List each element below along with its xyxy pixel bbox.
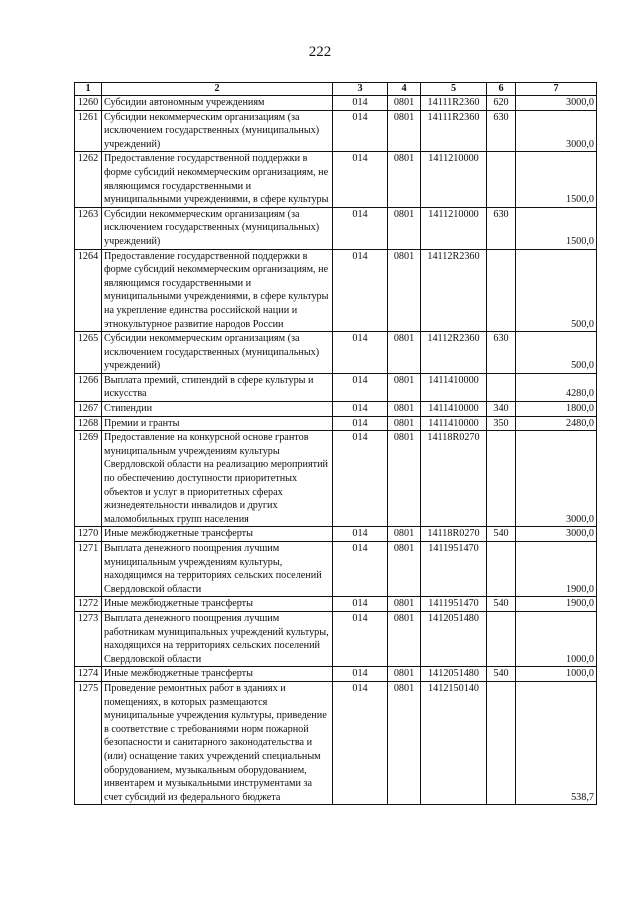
row-target-code: 14118R0270 — [421, 527, 487, 542]
row-ministry-code: 014 — [333, 611, 388, 666]
row-name: Выплата денежного поощрения лучшим работникам муниципальных учреждений культуры, находящихся на территориях сельских поселений Свердловской области — [102, 611, 333, 666]
row-name: Иные межбюджетные трансферты — [102, 597, 333, 612]
header-col-7: 7 — [516, 83, 597, 96]
row-ministry-code: 014 — [333, 681, 388, 804]
row-number: 1266 — [75, 373, 102, 401]
row-ministry-code: 014 — [333, 152, 388, 207]
table-row — [75, 667, 597, 682]
row-expense-type: 630 — [487, 207, 516, 249]
row-expense-type: 540 — [487, 597, 516, 612]
row-amount: 500,0 — [516, 332, 597, 374]
row-number: 1267 — [75, 402, 102, 417]
row-number: 1265 — [75, 332, 102, 374]
table-row — [75, 681, 597, 804]
row-amount: 538,7 — [516, 681, 597, 804]
row-number: 1270 — [75, 527, 102, 542]
row-target-code: 1411210000 — [421, 207, 487, 249]
row-amount: 1000,0 — [516, 611, 597, 666]
budget-table — [74, 82, 597, 805]
row-ministry-code: 014 — [333, 667, 388, 682]
row-name: Предоставление государственной поддержки в форме субсидий некоммерческим организациям, не являющимся государственными и муниципальными учреждениями, в сфере культуры — [102, 152, 333, 207]
row-ministry-code: 014 — [333, 110, 388, 152]
row-name: Иные межбюджетные трансферты — [102, 667, 333, 682]
row-number: 1263 — [75, 207, 102, 249]
row-section-code: 0801 — [388, 96, 421, 111]
row-number: 1275 — [75, 681, 102, 804]
row-ministry-code: 014 — [333, 332, 388, 374]
row-name: Стипендии — [102, 402, 333, 417]
row-expense-type — [487, 249, 516, 332]
row-section-code: 0801 — [388, 416, 421, 431]
row-expense-type: 350 — [487, 416, 516, 431]
row-name: Предоставление на конкурсной основе грантов муниципальным учреждениям культуры Свердловской области на реализацию мероприятий по обеспечению доступности приоритетных объектов и услуг в приоритетных сферах жизнедеятельности инвалидов и других маломобильных групп населения — [102, 431, 333, 527]
row-section-code: 0801 — [388, 249, 421, 332]
row-amount: 1500,0 — [516, 207, 597, 249]
header-col-5: 5 — [421, 83, 487, 96]
table-body — [75, 96, 597, 805]
row-expense-type — [487, 431, 516, 527]
row-target-code: 1411410000 — [421, 416, 487, 431]
table-row — [75, 527, 597, 542]
page-number: 222 — [308, 44, 332, 60]
row-target-code: 14111R2360 — [421, 96, 487, 111]
table-row — [75, 332, 597, 374]
row-expense-type: 630 — [487, 332, 516, 374]
row-number: 1261 — [75, 110, 102, 152]
table-row — [75, 597, 597, 612]
table-row — [75, 542, 597, 597]
header-col-4: 4 — [388, 83, 421, 96]
row-name: Выплата премий, стипендий в сфере культуры и искусства — [102, 373, 333, 401]
row-number: 1272 — [75, 597, 102, 612]
row-name: Субсидии некоммерческим организациям (за исключением государственных (муниципальных) учреждений) — [102, 332, 333, 374]
row-expense-type: 340 — [487, 402, 516, 417]
table-row — [75, 152, 597, 207]
row-name: Премии и гранты — [102, 416, 333, 431]
row-section-code: 0801 — [388, 431, 421, 527]
row-number: 1273 — [75, 611, 102, 666]
row-section-code: 0801 — [388, 667, 421, 682]
row-number: 1264 — [75, 249, 102, 332]
row-ministry-code: 014 — [333, 249, 388, 332]
row-expense-type — [487, 373, 516, 401]
table-header-row — [75, 83, 597, 96]
row-target-code: 1411951470 — [421, 542, 487, 597]
row-target-code: 14112R2360 — [421, 249, 487, 332]
row-amount: 500,0 — [516, 249, 597, 332]
row-expense-type — [487, 611, 516, 666]
row-target-code: 1412051480 — [421, 667, 487, 682]
row-name: Выплата денежного поощрения лучшим муниципальным учреждениям культуры, находящимся на территориях сельских поселений Свердловской области — [102, 542, 333, 597]
header-col-3: 3 — [333, 83, 388, 96]
row-ministry-code: 014 — [333, 96, 388, 111]
row-target-code: 1412051480 — [421, 611, 487, 666]
row-expense-type: 540 — [487, 667, 516, 682]
row-ministry-code: 014 — [333, 207, 388, 249]
row-expense-type — [487, 152, 516, 207]
row-expense-type — [487, 681, 516, 804]
row-target-code: 1411410000 — [421, 373, 487, 401]
row-section-code: 0801 — [388, 681, 421, 804]
table-row — [75, 431, 597, 527]
row-number: 1269 — [75, 431, 102, 527]
row-section-code: 0801 — [388, 611, 421, 666]
row-target-code: 1412150140 — [421, 681, 487, 804]
header-col-1: 1 — [75, 83, 102, 96]
row-section-code: 0801 — [388, 152, 421, 207]
table-row — [75, 402, 597, 417]
row-ministry-code: 014 — [333, 431, 388, 527]
row-ministry-code: 014 — [333, 402, 388, 417]
row-amount: 3000,0 — [516, 527, 597, 542]
row-target-code: 1411410000 — [421, 402, 487, 417]
row-amount: 4280,0 — [516, 373, 597, 401]
row-section-code: 0801 — [388, 207, 421, 249]
row-name: Предоставление государственной поддержки в форме субсидий некоммерческим организациям, не являющимся государственными и муниципальными учреждениями, в сфере культуры на укрепление единства российской нации и этнокультурное развитие народов России — [102, 249, 333, 332]
row-expense-type: 620 — [487, 96, 516, 111]
row-amount: 1000,0 — [516, 667, 597, 682]
row-name: Субсидии автономным учреждениям — [102, 96, 333, 111]
row-ministry-code: 014 — [333, 597, 388, 612]
row-amount: 2480,0 — [516, 416, 597, 431]
table-row — [75, 249, 597, 332]
row-target-code: 14112R2360 — [421, 332, 487, 374]
table-row — [75, 207, 597, 249]
row-target-code: 14118R0270 — [421, 431, 487, 527]
table-row — [75, 416, 597, 431]
row-amount: 1900,0 — [516, 597, 597, 612]
header-col-2: 2 — [102, 83, 333, 96]
row-number: 1262 — [75, 152, 102, 207]
row-name: Субсидии некоммерческим организациям (за исключением государственных (муниципальных) учреждений) — [102, 110, 333, 152]
table-row — [75, 110, 597, 152]
table-row — [75, 96, 597, 111]
row-amount: 1500,0 — [516, 152, 597, 207]
row-target-code: 1411210000 — [421, 152, 487, 207]
row-expense-type: 630 — [487, 110, 516, 152]
row-amount: 3000,0 — [516, 96, 597, 111]
row-amount: 1800,0 — [516, 402, 597, 417]
row-expense-type — [487, 542, 516, 597]
row-number: 1274 — [75, 667, 102, 682]
row-target-code: 14111R2360 — [421, 110, 487, 152]
row-ministry-code: 014 — [333, 373, 388, 401]
row-ministry-code: 014 — [333, 527, 388, 542]
row-target-code: 1411951470 — [421, 597, 487, 612]
row-number: 1271 — [75, 542, 102, 597]
row-amount: 3000,0 — [516, 110, 597, 152]
row-name: Проведение ремонтных работ в зданиях и помещениях, в которых размещаются муниципальные учреждения культуры, приведение в соответствие с требованиями норм пожарной безопасности и санитарного законодательства и (или) оснащение таких учреждений специальным оборудованием, музыкальным оборудованием, инвентарем и музыкальными инструментами за счет субсидий из федерального бюджета — [102, 681, 333, 804]
row-ministry-code: 014 — [333, 416, 388, 431]
row-name: Иные межбюджетные трансферты — [102, 527, 333, 542]
row-expense-type: 540 — [487, 527, 516, 542]
row-amount: 1900,0 — [516, 542, 597, 597]
row-name: Субсидии некоммерческим организациям (за исключением государственных (муниципальных) учреждений) — [102, 207, 333, 249]
row-amount: 3000,0 — [516, 431, 597, 527]
row-section-code: 0801 — [388, 597, 421, 612]
row-number: 1260 — [75, 96, 102, 111]
table-row — [75, 373, 597, 401]
row-section-code: 0801 — [388, 332, 421, 374]
row-section-code: 0801 — [388, 373, 421, 401]
header-col-6: 6 — [487, 83, 516, 96]
row-section-code: 0801 — [388, 110, 421, 152]
row-section-code: 0801 — [388, 527, 421, 542]
row-section-code: 0801 — [388, 542, 421, 597]
table-row — [75, 611, 597, 666]
row-number: 1268 — [75, 416, 102, 431]
row-ministry-code: 014 — [333, 542, 388, 597]
row-section-code: 0801 — [388, 402, 421, 417]
